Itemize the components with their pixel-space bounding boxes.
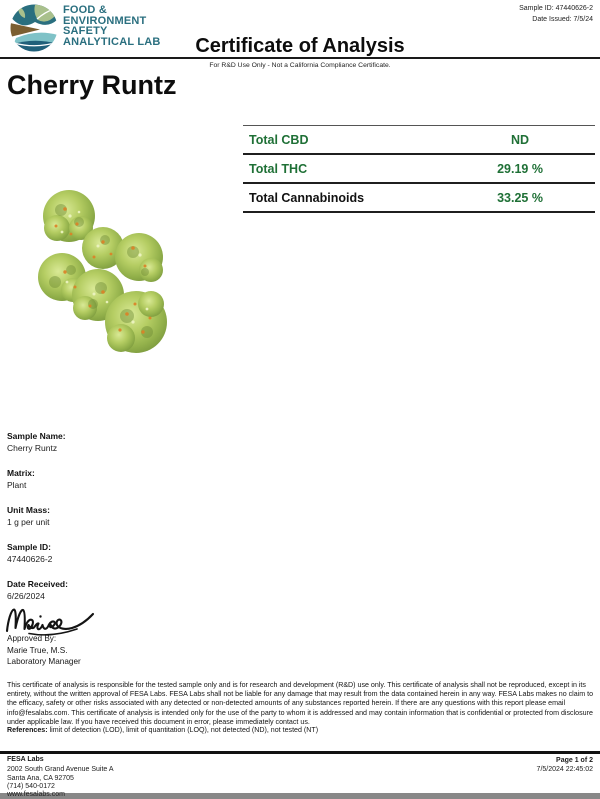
references-text: limit of detection (LOD), limit of quantitation (LOQ), not detected (ND), not tested (NT) xyxy=(47,726,319,734)
footer-phone: (714) 540-0172 xyxy=(7,782,55,790)
product-photo xyxy=(15,182,235,387)
approved-by-label: Approved By: xyxy=(7,634,57,643)
row-label: Total CBD xyxy=(249,132,309,147)
detail-label: Date Received: xyxy=(7,579,68,589)
references-line xyxy=(7,726,594,734)
detail-group xyxy=(7,578,68,603)
detail-value: 6/26/2024 xyxy=(7,591,45,601)
detail-label: Unit Mass: xyxy=(7,505,50,515)
row-value: 29.19 % xyxy=(497,161,543,176)
table-row xyxy=(243,184,595,213)
page-number: Page 1 of 2 xyxy=(556,757,593,764)
lab-name-line: FOOD & xyxy=(63,4,107,16)
references-label: References: xyxy=(7,726,48,734)
table-row xyxy=(243,155,595,184)
footer-address-line: 2002 South Grand Avenue Suite A xyxy=(7,766,114,774)
approval-block xyxy=(7,633,81,668)
detail-value: 1 g per unit xyxy=(7,517,50,527)
detail-label: Sample ID: xyxy=(7,542,51,552)
detail-group xyxy=(7,467,68,492)
detail-group xyxy=(7,504,68,529)
footer-address-line: Santa Ana, CA 92705 xyxy=(7,774,74,782)
date-issued-header: Date Issued: 7/5/24 xyxy=(532,16,593,23)
footer-lab-info xyxy=(7,756,114,799)
header-divider xyxy=(0,57,600,59)
approver-name: Marie True, M.S. xyxy=(7,645,68,655)
document-subtitle: For R&D Use Only - Not a California Compliance Certificate. xyxy=(209,62,391,69)
lab-name-line: ANALYTICAL LAB xyxy=(63,36,161,49)
print-timestamp: 7/5/2024 22:45:02 xyxy=(536,766,593,773)
row-label: Total THC xyxy=(249,161,308,176)
detail-group xyxy=(7,541,68,566)
header-meta xyxy=(519,3,593,25)
approver-signature xyxy=(3,603,103,637)
detail-group xyxy=(7,430,68,455)
document-title: Certificate of Analysis xyxy=(195,35,405,57)
row-value: ND xyxy=(510,132,530,147)
detail-label: Matrix: xyxy=(7,468,35,478)
product-title: Cherry Runtz xyxy=(7,70,177,100)
sample-id-header: Sample ID: 47440626-2 xyxy=(519,5,593,12)
disclaimer-text: This certificate of analysis is responsible for the tested sample only and is for research and development (R&D) use only. This certificate of analysis shall not be reproduced, except in its entirety, without the written approval of FESA Labs. FESA Labs shall not be liable for any damage that may result from the data contained herein in any way. FESA Labs makes no claim to the efficacy, safety or other risks associated with any detected or non-detected amounts of any substances reported herein. If there are any questions with this report please email info@fesalabs.com. This certificate of analysis is intended only for the use of the party to whom it is addressed and may contain information that is confidential or protected from disclosure under applicable law. If you have received this document in error, please immediately contact us. xyxy=(7,681,594,726)
cannabinoid-summary-table xyxy=(243,125,595,213)
row-value: 33.25 % xyxy=(497,190,543,205)
detail-value: Cherry Runtz xyxy=(7,443,58,453)
approver-title: Laboratory Manager xyxy=(7,657,81,666)
footer-divider xyxy=(0,751,600,754)
footer-page-info xyxy=(537,756,593,774)
detail-value: 47440626-2 xyxy=(7,554,53,564)
footer-lab-name: FESA Labs xyxy=(7,756,44,763)
lab-name-line: ENVIRONMENT xyxy=(63,14,147,27)
detail-value: Plant xyxy=(7,480,27,490)
sample-details xyxy=(7,430,68,615)
row-label: Total Cannabinoids xyxy=(249,190,365,205)
footer-website: www.fesalabs.com xyxy=(7,791,65,799)
lab-name-line: SAFETY xyxy=(63,25,108,38)
detail-label: Sample Name: xyxy=(7,431,66,441)
table-row xyxy=(243,126,595,155)
